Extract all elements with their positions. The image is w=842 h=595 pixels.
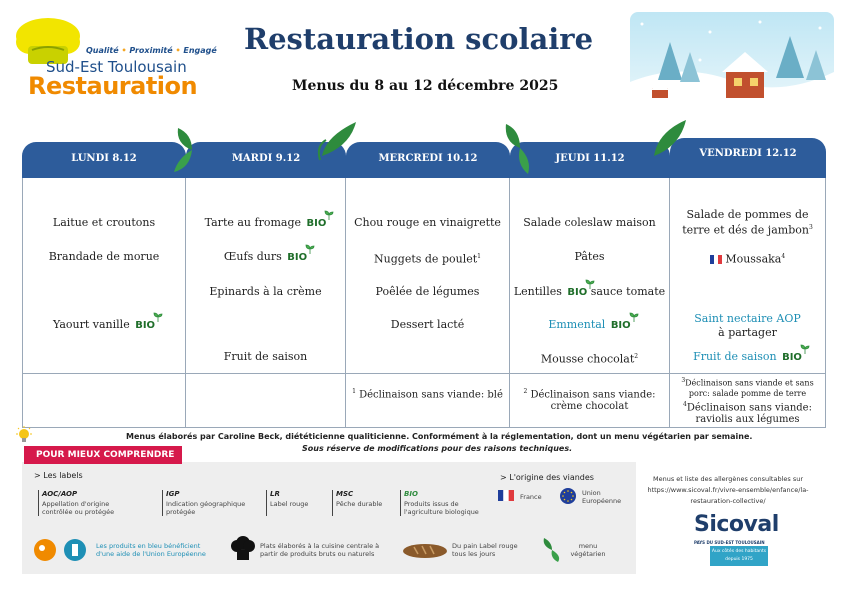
dish-cheese-sharing: à partager — [718, 326, 777, 339]
label-desc: Pêche durable — [336, 500, 383, 508]
logo-tagline: Qualité • Proximité • Engagé — [86, 46, 217, 55]
label-desc: Appellation d'origine contrôlée ou protégée — [42, 500, 115, 516]
milk-program-icon — [62, 538, 88, 562]
note-divider — [346, 373, 509, 374]
sicoval-since-badge: Aux côtés des habitants depuis 1975 — [710, 546, 768, 566]
label-desc: Produits issus de l'agriculture biologique — [404, 500, 479, 516]
dish-starter: Laitue et croutons — [52, 216, 156, 229]
leaf-icon — [172, 124, 212, 176]
bio-label-icon: BIO — [307, 218, 327, 229]
dish-dairy: Emmental BIO — [510, 318, 669, 331]
dish-side: Epinards à la crème — [209, 285, 322, 298]
allergen-info: Menus et liste des allergènes consultables sur https://www.sicoval.fr/vivre-ensemble/enfance/la-restauration-collective/ — [647, 475, 809, 505]
dish-dessert: Mousse chocolat$^2$ — [540, 352, 639, 366]
dish-starter: Salade de pommes de terre et dés de jambon$^3$ — [682, 208, 813, 237]
winter-village-illustration — [630, 12, 834, 110]
dish-starter: Salade coleslaw maison — [523, 216, 656, 229]
day-body — [510, 178, 670, 428]
note-divider — [670, 373, 825, 374]
leaf-icon — [650, 116, 690, 162]
eu-flag-icon — [560, 488, 576, 504]
label-code: IGP — [166, 490, 180, 498]
dish-dessert: Fruit de saison BIO — [670, 350, 825, 363]
vegetarian-alternative-note: $^2$ Déclinaison sans viande: crème chocolat — [523, 388, 656, 413]
label-code: LR — [270, 490, 280, 498]
day-body — [22, 178, 186, 428]
dish-main: Nuggets de poulet$^1$ — [374, 252, 481, 266]
sicoval-name: Sicoval — [694, 512, 779, 537]
label-code: AOC/AOP — [42, 490, 78, 498]
day-header: MERCREDI 10.12 — [346, 142, 510, 178]
sicoval-tagline: PAYS DU SUD-EST TOULOUSAIN — [694, 540, 765, 545]
sicoval-logo — [690, 512, 780, 572]
menu-author-note: Menus élaborés par Caroline Beck, diététicienne qualiticienne. Conformément à la réglementation, dont un menu végétarien par semaine. — [126, 432, 753, 441]
day-header: MARDI 9.12 — [186, 142, 346, 178]
divider — [332, 490, 333, 516]
dish-main: Brandade de morue — [48, 250, 160, 263]
dish-main: Moussaka$^4$ — [670, 250, 825, 266]
day-column-tuesday — [186, 142, 346, 428]
divider — [400, 490, 401, 516]
dish-main: Pâtes — [574, 250, 605, 263]
dish-dessert: Fruit de saison — [223, 350, 308, 363]
dish-starter: Tarte au fromage BIO — [186, 216, 345, 229]
divider — [38, 490, 39, 516]
vegetarian-alternative-note: $^1$ Déclinaison sans viande: blé — [352, 388, 503, 401]
menu-dates: Menus du 8 au 12 décembre 2025 — [292, 78, 559, 94]
eu-products-note: Les produits en bleu bénéficient d'une aide de l'Union Européenne — [96, 542, 206, 558]
bread-icon — [402, 542, 448, 558]
labels-title: > Les labels — [34, 471, 83, 480]
dish-dairy: Yaourt vanille BIO — [23, 318, 185, 331]
chef-hat-icon — [228, 536, 258, 564]
logo-subtitle: Sud-Est Toulousain — [46, 58, 187, 76]
school-fruit-program-icon — [32, 538, 58, 562]
day-body — [670, 178, 826, 428]
dish-main: Œufs durs BIO — [186, 250, 345, 263]
dish-dessert: Dessert lacté — [390, 318, 465, 331]
day-header: LUNDI 8.12 — [22, 142, 186, 178]
france-flag-icon — [498, 490, 514, 501]
vegetarian-alternative-note: $^3$Déclinaison sans viande et sans porc: salade pomme de terre — [681, 377, 814, 398]
modification-disclaimer: Sous réserve de modifications pour des raisons techniques. — [302, 444, 573, 453]
day-column-wednesday — [346, 142, 510, 428]
note-divider — [510, 373, 669, 374]
leaf-icon — [502, 120, 538, 176]
label-code: MSC — [336, 490, 354, 498]
legend-panel — [22, 462, 636, 574]
bio-label-icon: BIO — [287, 252, 307, 263]
dish-side: Lentilles BIO sauce tomate — [510, 285, 669, 298]
origin-france: France — [520, 493, 542, 501]
dish-side: Poêlée de légumes — [375, 285, 480, 298]
vegetarian-alternative-note-2: $^4$Déclinaison sans viande: raviolis aux légumes — [683, 401, 812, 426]
leaf-icon — [316, 116, 360, 166]
note-divider — [186, 373, 345, 374]
bio-label-icon: BIO — [611, 320, 631, 331]
dish-starter: Chou rouge en vinaigrette — [354, 216, 501, 229]
day-column-thursday — [510, 142, 670, 428]
bread-note: Du pain Label rouge tous les jours — [452, 542, 518, 558]
dish-cheese: Saint nectaire AOP — [694, 312, 801, 325]
leaf-icon — [540, 536, 564, 564]
bio-label-icon: BIO — [135, 320, 155, 331]
day-header: VENDREDI 12.12 — [670, 138, 826, 178]
vegetarian-note: menu végétarien — [570, 542, 606, 558]
origin-eu: Union Européenne — [582, 489, 622, 505]
note-divider — [23, 373, 185, 374]
logo-name: Restauration — [28, 72, 198, 100]
restauration-logo — [8, 8, 217, 116]
day-body — [186, 178, 346, 428]
pour-mieux-comprendre-badge: POUR MIEUX COMPRENDRE — [24, 446, 182, 464]
label-desc: Label rouge — [270, 500, 309, 508]
day-header: JEUDI 11.12 — [510, 142, 670, 178]
divider — [162, 490, 163, 516]
homemade-note: Plats élaborés à la cuisine centrale à partir de produits bruts ou naturels — [260, 542, 380, 558]
day-column-friday — [670, 142, 826, 428]
divider — [266, 490, 267, 516]
origin-title: > L'origine des viandes — [500, 473, 594, 482]
france-flag-icon — [710, 255, 722, 264]
page-title: Restauration scolaire — [244, 22, 594, 56]
bio-label-icon: BIO — [567, 287, 587, 298]
bio-label-icon: BIO — [782, 352, 802, 363]
day-body — [346, 178, 510, 428]
lightbulb-icon — [14, 426, 34, 446]
label-code: BIO — [404, 490, 418, 498]
weekly-menu-grid — [22, 142, 826, 428]
label-desc: Indication géographique protégée — [166, 500, 246, 516]
day-column-monday — [22, 142, 186, 428]
